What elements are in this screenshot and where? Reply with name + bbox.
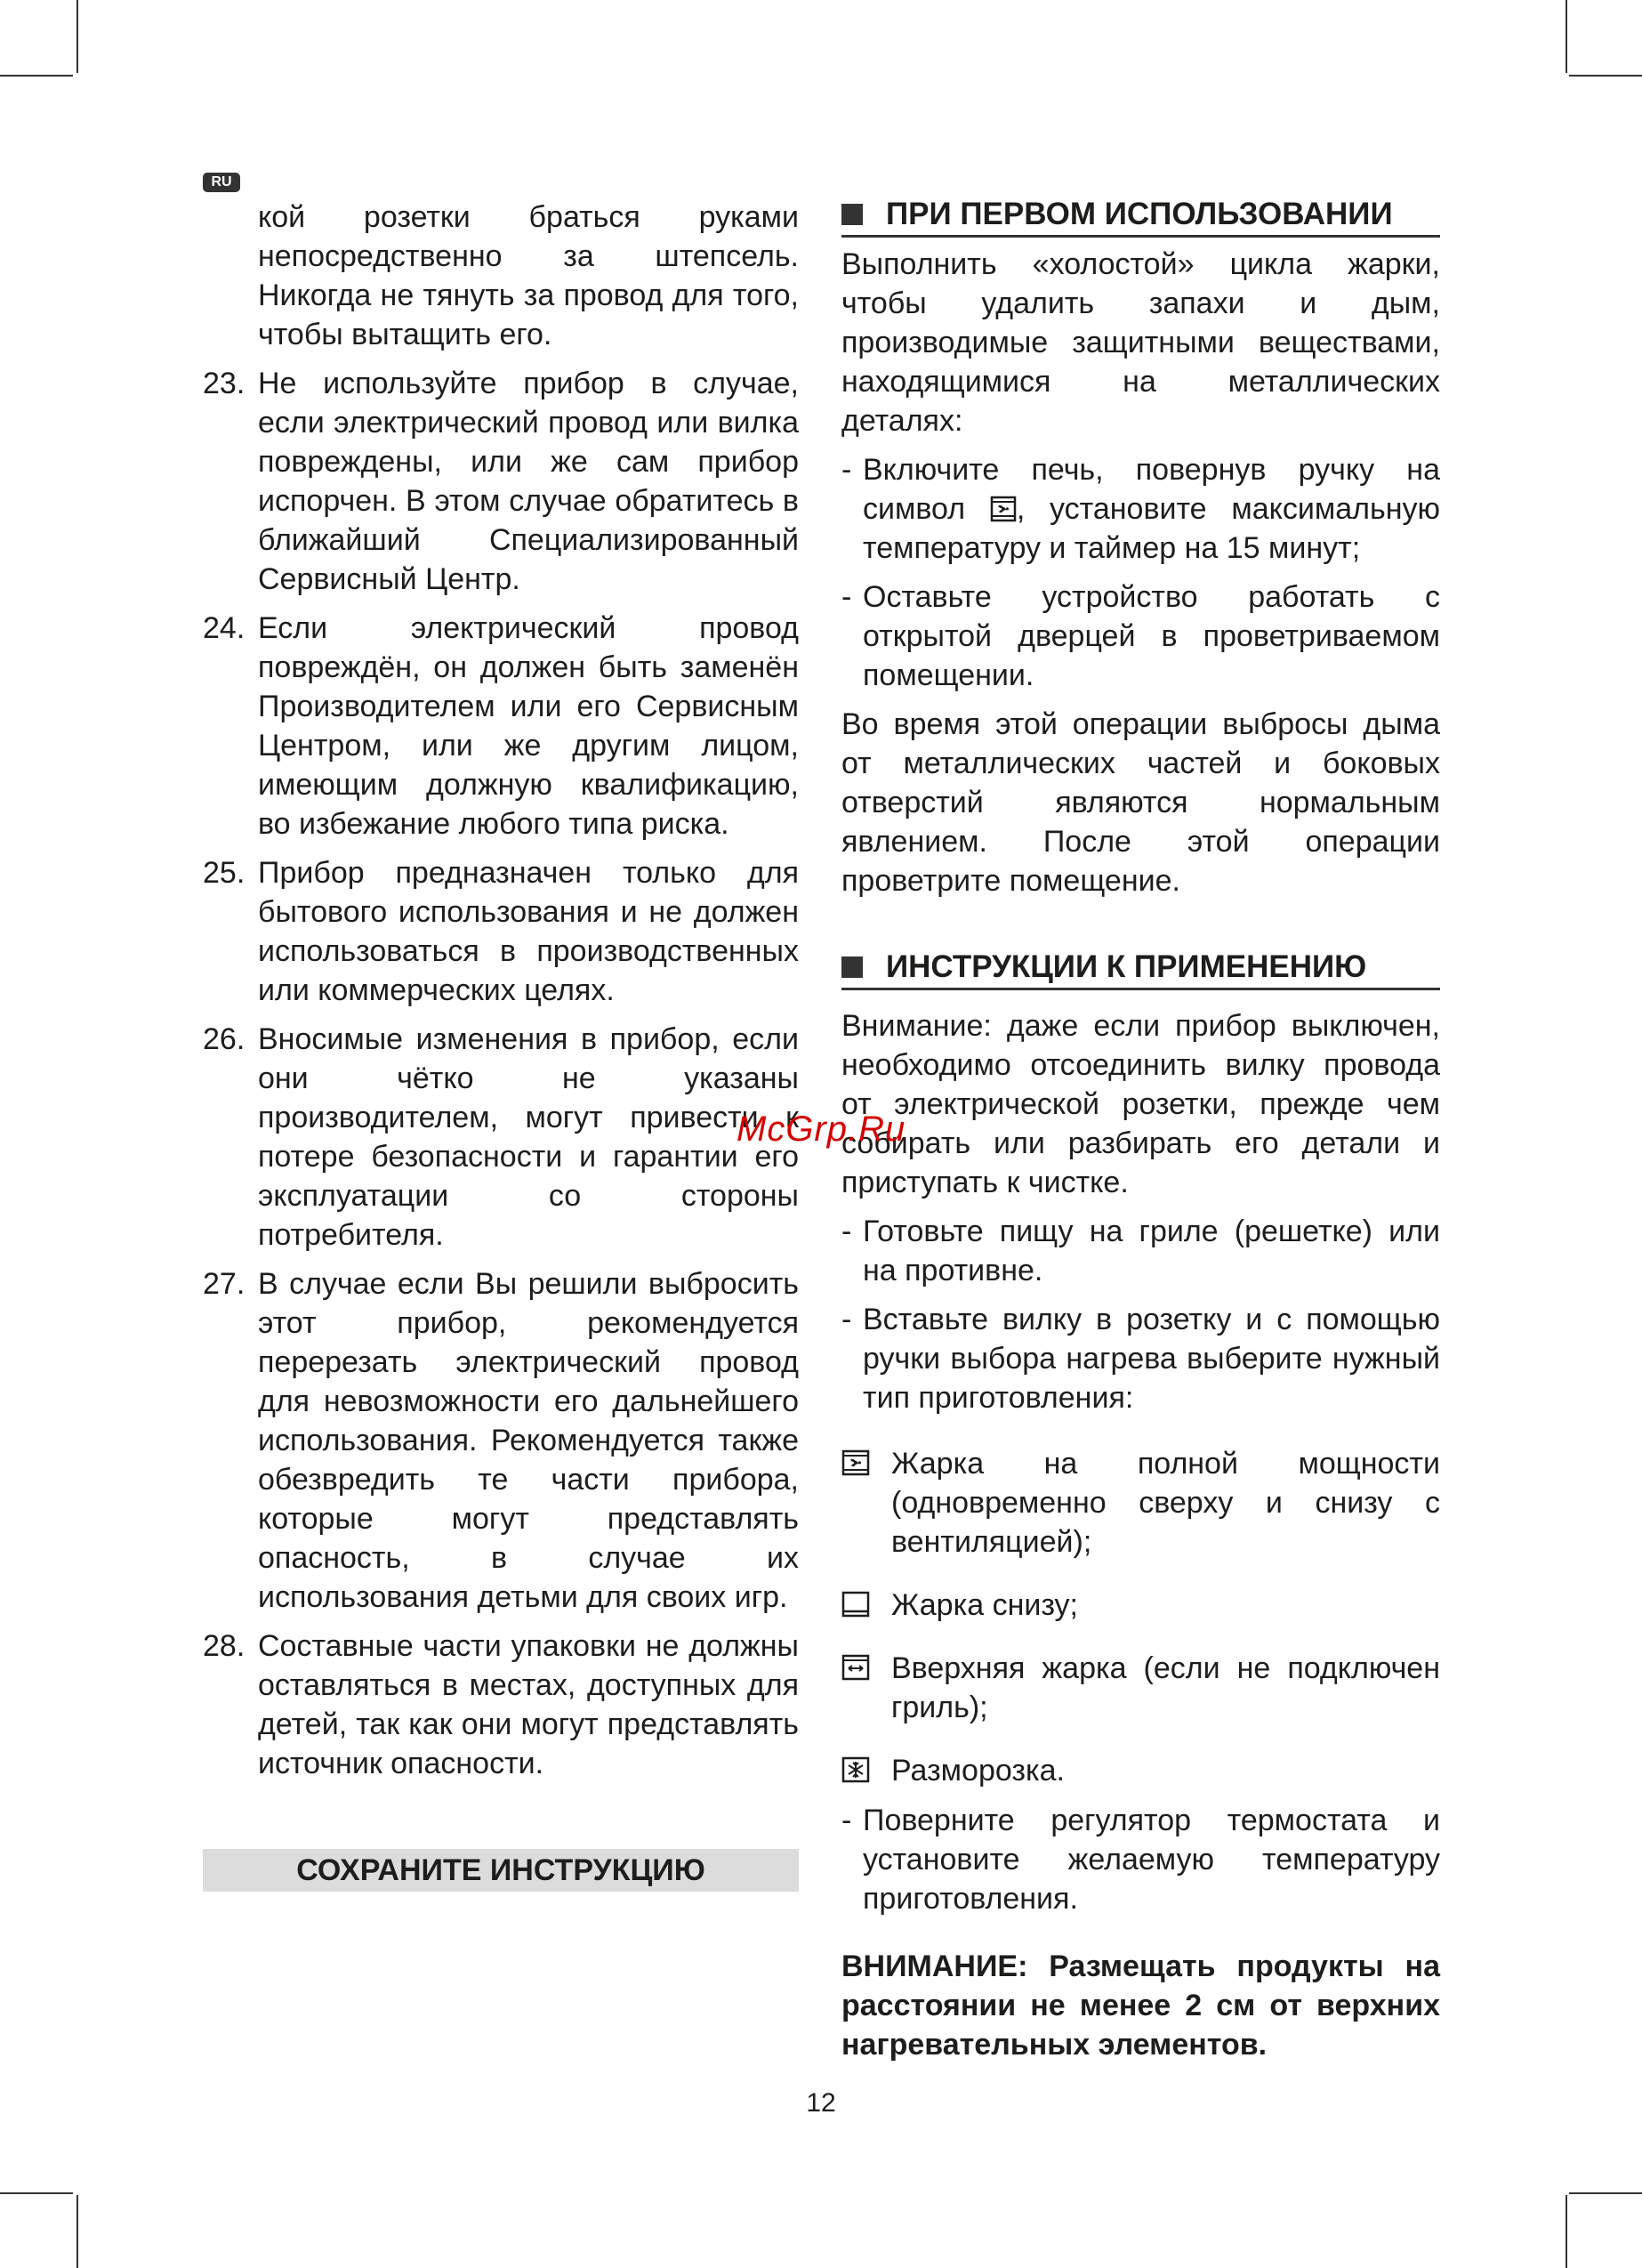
item-number: 23. (203, 367, 245, 400)
crop-mark (76, 2195, 78, 2268)
heading-square-icon (841, 956, 863, 978)
step-text: Оставьте устройство работать с открытой дверцей в проветриваемом помещении. (863, 580, 1440, 692)
instructions-intro: Внимание: даже если прибор выключен, необходимо отсоединить вилку провода от электрической розетки, прежде чем собирать или разбирать его детали и приступать к чистке. (841, 1009, 1440, 1199)
warning-text: ВНИМАНИЕ: Размещать продукты на расстоянии не менее 2 см от верхних нагревательных элементов. (841, 1949, 1440, 2062)
watermark: McGrp.Ru (736, 1110, 906, 1149)
mode-item (841, 1444, 1440, 1562)
step-text: Вставьте вилку в розетку и с помощью ручки выбора нагрева выберите нужный тип приготовления: (863, 1303, 1440, 1415)
language-badge: RU (203, 173, 240, 192)
first-use-step (841, 577, 1440, 695)
dash-bullet: - (841, 1804, 852, 1837)
crop-mark (1566, 2195, 1567, 2268)
first-use-outro: Во время этой операции выбросы дыма от металлических частей и боковых отверстий являются нормальным явлением. После этой операции проветрите помещение. (841, 707, 1440, 898)
fan-heating-icon (990, 493, 1017, 520)
safety-item (203, 1020, 799, 1255)
item-number: 24. (203, 611, 245, 645)
first-use-heading (841, 196, 1440, 238)
safety-item (203, 853, 799, 1010)
item-number: 27. (203, 1267, 245, 1301)
first-use-step (841, 450, 1440, 568)
heading-text: ПРИ ПЕРВОМ ИСПОЛЬЗОВАНИИ (886, 197, 1393, 231)
safety-item (203, 1626, 799, 1783)
mode-text: Вверхняя жарка (если не подключен гриль); (891, 1651, 1440, 1724)
step-text-part: , установите максимальную температуру и таймер на 15 минут; (863, 492, 1441, 565)
mode-item (841, 1649, 1440, 1727)
item-text: В случае если Вы решили выбросить этот прибор, рекомендуется перерезать электрический провод для невозможности его дальнейшего использования. Рекомендуется также обезвредить те части прибора, которые могут представлять опасность, в случае их использования детьми для своих игр. (258, 1267, 799, 1614)
crop-mark (1569, 2192, 1642, 2194)
mode-item (841, 1751, 1440, 1790)
dash-bullet: - (841, 1303, 852, 1336)
bottom-heating-icon (841, 1591, 870, 1618)
safety-intro-text: кой розетки браться руками непосредственно за штепсель. Никогда не тянуть за провод для того, чтобы вытащить его. (258, 200, 799, 351)
mode-text: Жарка снизу; (891, 1588, 1078, 1622)
fan-heating-icon (841, 1449, 870, 1476)
dash-bullet: - (841, 580, 852, 614)
safety-item (203, 364, 799, 599)
instruction-step (841, 1212, 1440, 1290)
first-use-intro: Выполнить «холостой» цикла жарки, чтобы удалить запахи и дым, производимые защитными веществами, находящимися на металлических деталях: (841, 247, 1440, 438)
mode-item (841, 1586, 1440, 1625)
item-text: Если электрический провод повреждён, он должен быть заменён Производителем или его Сервисным Центром, или же другим лицом, имеющим должную квалификацию, во избежание любого типа риска. (258, 611, 799, 841)
instructions-heading (841, 948, 1440, 990)
crop-mark (0, 2192, 73, 2194)
item-text: Составные части упаковки не должны оставляться в местах, доступных для детей, так как они могут представлять источник опасности. (258, 1629, 799, 1780)
item-text: Прибор предназначен только для бытового использования и не должен использоваться в производственных или коммерческих целях. (258, 856, 799, 1007)
mode-text: Разморозка. (891, 1754, 1065, 1788)
defrost-icon (841, 1756, 870, 1783)
safety-item (203, 609, 799, 843)
dash-bullet: - (841, 1215, 852, 1248)
crop-mark (1566, 0, 1567, 73)
item-number: 26. (203, 1022, 245, 1056)
mode-text: Жарка на полной мощности (одновременно сверху и снизу с вентиляцией); (891, 1447, 1440, 1559)
item-number: 28. (203, 1629, 245, 1663)
left-column (203, 198, 799, 1892)
item-text: Вносимые изменения в прибор, если они чётко не указаны производителем, могут привести к потере безопасности и гарантии его эксплуатации со стороны потребителя. (258, 1022, 799, 1252)
safety-item (203, 1264, 799, 1617)
heading-square-icon (841, 204, 863, 225)
page-number: 12 (806, 2088, 836, 2118)
heading-text: ИНСТРУКЦИИ К ПРИМЕНЕНИЮ (886, 949, 1367, 984)
crop-mark (1569, 75, 1642, 77)
item-text: Не используйте прибор в случае, если электрический провод или вилка повреждены, или же сам прибор испорчен. В этом случае обратитесь в ближайший Специализированный Сервисный Центр. (258, 367, 799, 596)
step-text-part: Включите печь, повернув ручку на символ (863, 453, 1440, 526)
step-text: Готовьте пищу на гриле (решетке) или на противне. (863, 1215, 1440, 1287)
crop-mark (76, 0, 78, 73)
step-text: Поверните регулятор термостата и установите желаемую температуру приготовления. (863, 1804, 1440, 1916)
top-grill-icon (841, 1654, 870, 1681)
crop-mark (0, 75, 73, 77)
item-number: 25. (203, 856, 245, 890)
save-instructions-banner: СОХРАНИТЕ ИНСТРУКЦИЮ (203, 1849, 799, 1892)
instruction-step (841, 1300, 1440, 1417)
instruction-step (841, 1801, 1440, 1918)
dash-bullet: - (841, 453, 852, 487)
step-text (863, 450, 1440, 568)
right-column (841, 196, 1440, 2064)
